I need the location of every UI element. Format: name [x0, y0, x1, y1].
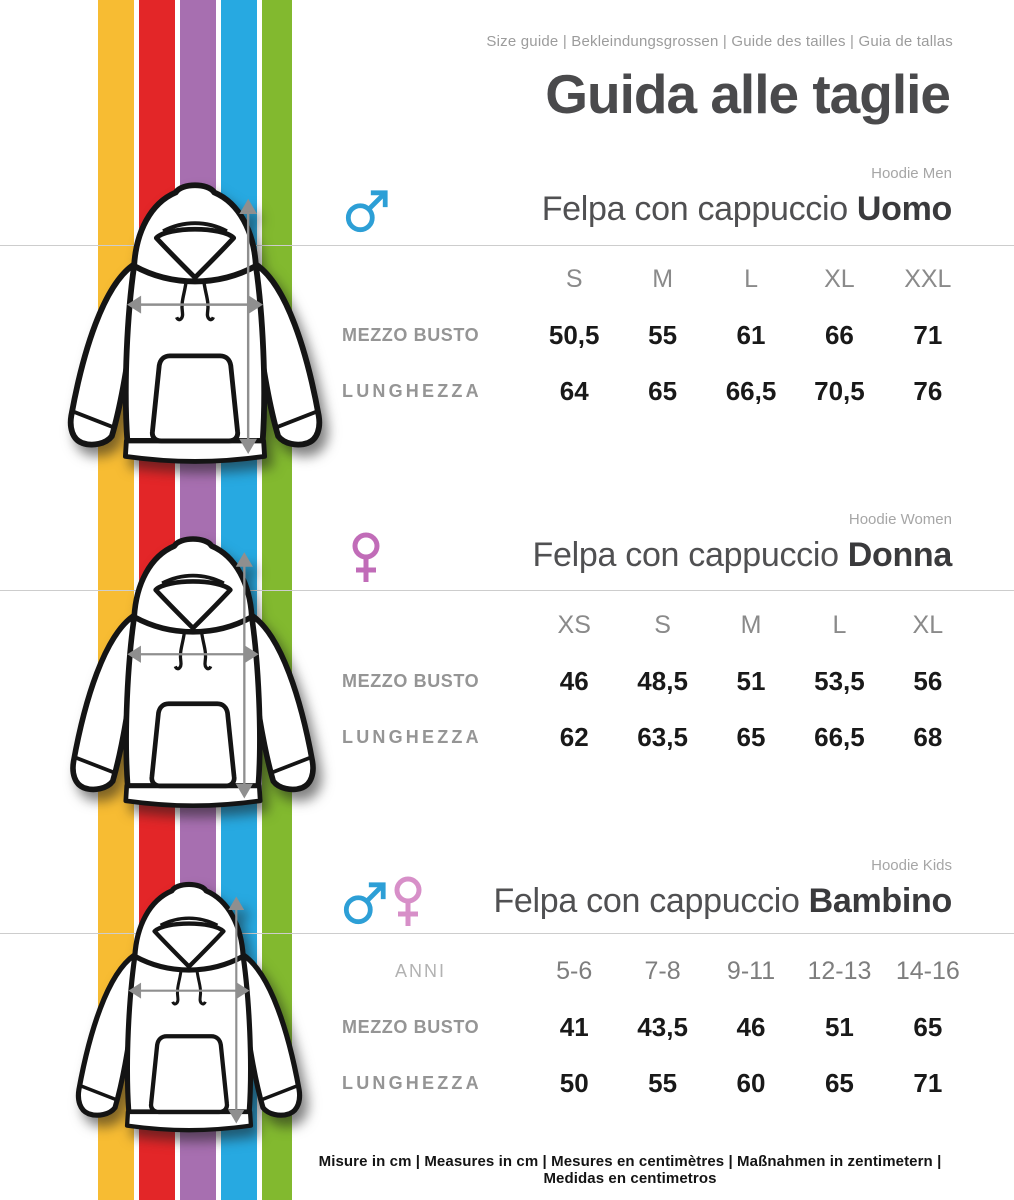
- measurement-value: 48,5: [637, 665, 688, 696]
- size-column: XL: [912, 610, 944, 639]
- measurement-value: 65: [648, 375, 678, 406]
- language-meta-line: Size guide | Bekleindungsgrossen | Guide des tailles | Guia de tallas: [486, 33, 953, 50]
- measurement-value: 68: [913, 721, 943, 752]
- size-column: S: [565, 264, 583, 293]
- section-heading-kids: [340, 878, 952, 924]
- row-label: LUNGHEZZA: [342, 380, 482, 401]
- hoodie-illustration-women: [53, 532, 333, 812]
- table-row-length: [342, 1068, 972, 1098]
- measurement-value: 66: [824, 319, 854, 350]
- hoodie-illustration-kids: [60, 878, 318, 1136]
- measurement-value: 71: [913, 319, 943, 350]
- size-column: M: [740, 610, 762, 639]
- measurement-value: 56: [913, 665, 943, 696]
- row-label: MEZZO BUSTO: [342, 670, 480, 691]
- section-kids: [340, 852, 975, 1112]
- measurement-value: 70,5: [814, 375, 865, 406]
- measurement-value: 53,5: [814, 665, 865, 696]
- measurement-value: 50: [559, 1067, 589, 1098]
- size-column: XS: [557, 610, 591, 639]
- measurement-value: 55: [648, 319, 678, 350]
- heading-bold: Bambino: [808, 882, 952, 920]
- measurement-value: 71: [913, 1067, 943, 1098]
- table-row-length: [342, 722, 972, 752]
- section-tag-women: Hoodie Women: [848, 511, 952, 528]
- hoodie-illustration-men: [50, 178, 340, 468]
- age-column: 9-11: [726, 956, 776, 985]
- heading-bold: Donna: [847, 536, 952, 574]
- measurement-value: 76: [913, 375, 943, 406]
- size-header-row: [342, 264, 972, 294]
- section-heading-men: [340, 186, 952, 232]
- measurement-value: 46: [559, 665, 589, 696]
- measurement-value: 65: [824, 1067, 854, 1098]
- measurement-value: 66,5: [725, 375, 777, 406]
- heading-regular: Felpa con cappuccio: [541, 190, 848, 228]
- measurement-value: 66,5: [814, 721, 865, 752]
- measurement-value: 50,5: [548, 319, 600, 350]
- size-column: L: [832, 610, 847, 639]
- heading-regular: Felpa con cappuccio: [493, 882, 800, 920]
- section-tag-kids: Hoodie Kids: [871, 857, 952, 874]
- measurement-value: 63,5: [637, 721, 688, 752]
- section-tag-men: Hoodie Men: [871, 165, 952, 182]
- measurement-value: 46: [736, 1011, 766, 1042]
- age-column: 14-16: [895, 956, 960, 985]
- table-row-chest: [342, 666, 972, 696]
- age-column: 7-8: [644, 956, 681, 985]
- measurement-value: 60: [736, 1067, 766, 1098]
- measurement-value: 43,5: [637, 1011, 688, 1042]
- age-column: 5-6: [556, 956, 593, 985]
- measurement-value: 61: [736, 319, 766, 350]
- size-column: XL: [824, 264, 855, 293]
- measurement-value: 65: [913, 1011, 943, 1042]
- section-men: [340, 160, 975, 420]
- row-label: MEZZO BUSTO: [342, 1016, 480, 1037]
- page-title: Guida alle taglie: [545, 63, 950, 125]
- measurement-value: 41: [559, 1011, 589, 1042]
- table-row-chest: [342, 1012, 972, 1042]
- size-column: M: [652, 264, 674, 293]
- age-header-row: [342, 956, 972, 986]
- section-heading-women: [340, 532, 952, 578]
- size-column: XXL: [904, 264, 952, 293]
- measurement-value: 51: [824, 1011, 854, 1042]
- measurement-value: 64: [559, 375, 589, 406]
- size-column: L: [744, 264, 758, 293]
- table-row-length: [342, 376, 972, 406]
- size-column: S: [654, 610, 671, 639]
- measurement-value: 62: [559, 721, 589, 752]
- age-column: 12-13: [807, 956, 872, 985]
- table-row-chest: [342, 320, 972, 350]
- row-label: MEZZO BUSTO: [342, 324, 480, 345]
- heading-regular: Felpa con cappuccio: [532, 536, 839, 574]
- measurement-value: 55: [648, 1067, 678, 1098]
- units-note: Misure in cm | Measures in cm | Mesures en centimètres | Maßnahmen in zentimetern | Medidas en centimetros: [318, 1153, 942, 1187]
- row-label: LUNGHEZZA: [342, 726, 482, 747]
- row-label: LUNGHEZZA: [342, 1072, 482, 1093]
- measurement-value: 65: [736, 721, 766, 752]
- section-women: [340, 506, 975, 766]
- age-column-label: ANNI: [394, 960, 446, 981]
- size-header-row: [342, 610, 972, 640]
- heading-bold: Uomo: [856, 190, 952, 228]
- measurement-value: 51: [736, 665, 766, 696]
